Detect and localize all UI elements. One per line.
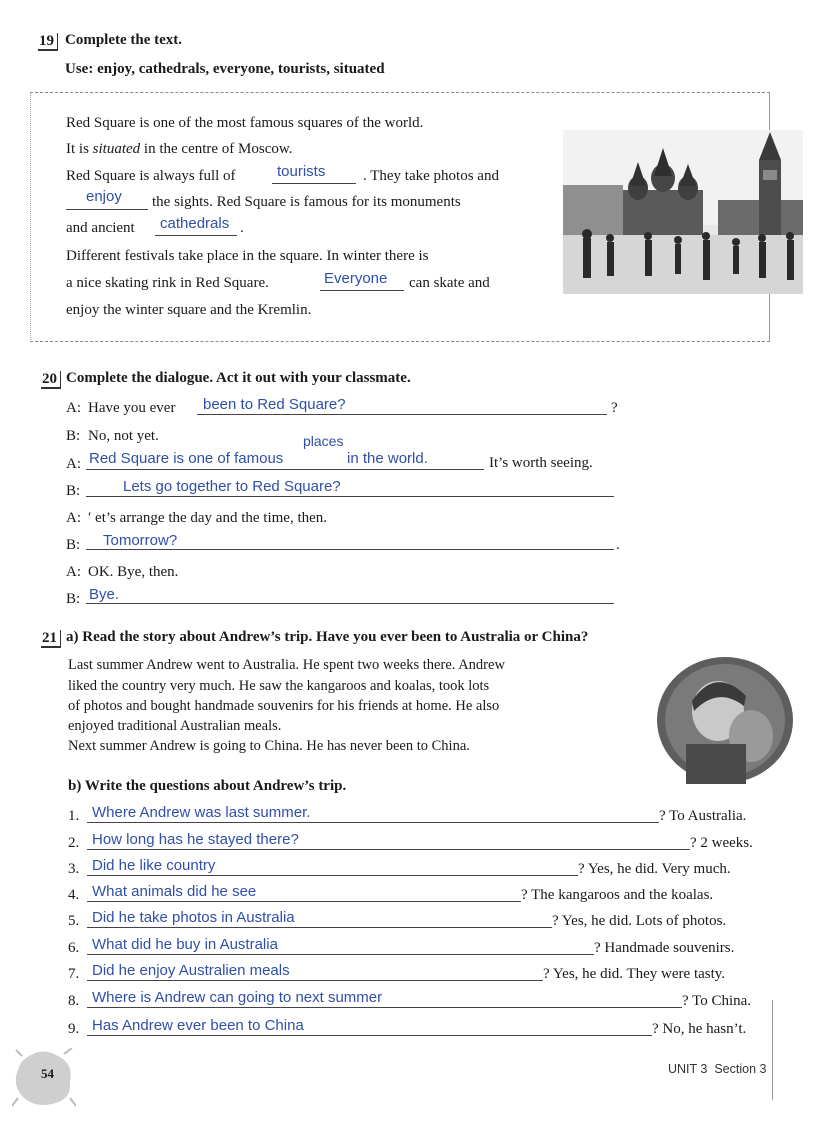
question-response: ? Yes, he did. Very much. bbox=[578, 861, 731, 877]
question-response: ? No, he hasn’t. bbox=[652, 1021, 747, 1037]
footer-unit: UNIT 3 Section 3 bbox=[668, 1062, 767, 1076]
exercise-21-number: 21 bbox=[41, 630, 61, 648]
answer-cathedrals[interactable]: cathedrals bbox=[160, 215, 230, 232]
blank-line bbox=[87, 849, 690, 850]
page-edge-line bbox=[772, 1000, 773, 1100]
question-number: 3. bbox=[68, 861, 80, 877]
dialogue-text: No, not yet. bbox=[88, 428, 159, 444]
page-number: 54 bbox=[41, 1066, 54, 1081]
question-response: ? Yes, he did. They were tasty. bbox=[543, 966, 726, 982]
question-answer[interactable]: Where Andrew was last summer. bbox=[92, 804, 311, 821]
dialogue-end: ? bbox=[611, 400, 618, 416]
blank-line bbox=[197, 414, 607, 415]
speaker-label: A: bbox=[66, 456, 81, 472]
blank-line bbox=[86, 496, 614, 497]
speaker-label: A: bbox=[66, 510, 81, 526]
text-line: the sights. Red Square is famous for its monuments bbox=[152, 194, 461, 210]
question-number: 2. bbox=[68, 835, 80, 851]
story-line: Next summer Andrew is going to China. He has never been to China. bbox=[68, 738, 470, 754]
blank-line bbox=[87, 901, 521, 902]
speaker-label: B: bbox=[66, 428, 81, 444]
question-answer[interactable]: How long has he stayed there? bbox=[92, 831, 299, 848]
speaker-label: B: bbox=[66, 591, 81, 607]
blank-line bbox=[87, 822, 659, 823]
blank-line bbox=[86, 469, 484, 470]
question-number: 1. bbox=[68, 808, 80, 824]
dialogue-end: . bbox=[616, 537, 620, 553]
question-number: 5. bbox=[68, 913, 80, 929]
exercise-21-title-a: a) Read the story about Andrew’s trip. Have you ever been to Australia or China? bbox=[66, 629, 589, 645]
text-line: enjoy the winter square and the Kremlin. bbox=[66, 302, 312, 318]
speaker-label: B: bbox=[66, 483, 81, 499]
text-line: Different festivals take place in the square. In winter there is bbox=[66, 248, 429, 264]
exercise-20-title: Complete the dialogue. Act it out with your classmate. bbox=[66, 370, 411, 386]
question-number: 6. bbox=[68, 940, 80, 956]
text-line: . bbox=[240, 220, 244, 236]
speaker-label: B: bbox=[66, 537, 81, 553]
exercise-19-number: 19 bbox=[38, 33, 58, 51]
question-answer[interactable]: Did he enjoy Australien meals bbox=[92, 962, 290, 979]
dialogue-answer[interactable]: Lets go together to Red Square? bbox=[123, 478, 341, 495]
question-answer[interactable]: Did he like country bbox=[92, 857, 216, 874]
question-answer[interactable]: Where is Andrew can going to next summer bbox=[92, 989, 383, 1006]
question-response: ? The kangaroos and the koalas. bbox=[521, 887, 714, 903]
question-response: ? 2 weeks. bbox=[690, 835, 753, 851]
blank-line bbox=[87, 1007, 682, 1008]
question-number: 9. bbox=[68, 1021, 80, 1037]
blank-line bbox=[87, 980, 543, 981]
question-number: 7. bbox=[68, 966, 80, 982]
blank-line bbox=[87, 927, 552, 928]
blank-line bbox=[87, 1035, 652, 1036]
speaker-label: A: bbox=[66, 400, 81, 416]
red-square-photo bbox=[563, 130, 803, 294]
dialogue-text: Have you ever bbox=[88, 400, 176, 416]
question-number: 4. bbox=[68, 887, 80, 903]
story-line: liked the country very much. He saw the kangaroos and koalas, took lots bbox=[68, 678, 490, 694]
dialogue-answer[interactable]: Tomorrow? bbox=[103, 532, 178, 549]
dialogue-answer[interactable]: Red Square is one of famous bbox=[89, 450, 284, 467]
speaker-label: A: bbox=[66, 564, 81, 580]
text-line: . They take photos and bbox=[363, 168, 499, 184]
blank-line bbox=[87, 954, 594, 955]
story-line: of photos and bought handmade souvenirs for his friends at home. He also bbox=[68, 698, 500, 714]
question-answer[interactable]: What did he buy in Australia bbox=[92, 936, 278, 953]
blank-line bbox=[86, 549, 614, 550]
question-response: ? Handmade souvenirs. bbox=[594, 940, 735, 956]
question-response: ? Yes, he did. Lots of photos. bbox=[552, 913, 727, 929]
dialogue-end: It’s worth seeing. bbox=[489, 455, 593, 471]
use-label: Use: bbox=[65, 61, 94, 77]
question-response: ? To Australia. bbox=[659, 808, 747, 824]
andrew-photo bbox=[656, 656, 794, 784]
question-answer[interactable]: What animals did he see bbox=[92, 883, 257, 900]
question-answer[interactable]: Has Andrew ever been to China bbox=[92, 1017, 304, 1034]
dialogue-text: OK. Bye, then. bbox=[88, 564, 179, 580]
dialogue-answer-above[interactable]: places bbox=[303, 433, 344, 449]
question-answer[interactable]: Did he take photos in Australia bbox=[92, 909, 295, 926]
blank-line bbox=[66, 209, 148, 210]
exercise-21-title-b: b) Write the questions about Andrew’s trip. bbox=[68, 778, 347, 794]
text-line: Red Square is one of the most famous squares of the world. bbox=[66, 115, 424, 131]
text-line: can skate and bbox=[409, 275, 490, 291]
text-line: Red Square is always full of bbox=[66, 168, 236, 184]
exercise-19-word-box bbox=[65, 61, 385, 78]
dialogue-answer[interactable]: in the world. bbox=[347, 450, 428, 467]
exercise-20-number: 20 bbox=[41, 371, 61, 389]
story-line: Last summer Andrew went to Australia. He spent two weeks there. Andrew bbox=[68, 657, 505, 673]
blank-line bbox=[272, 183, 356, 184]
use-words: enjoy, cathedrals, everyone, tourists, situated bbox=[97, 61, 385, 77]
blank-line bbox=[320, 290, 404, 291]
text-line: a nice skating rink in Red Square. bbox=[66, 275, 269, 291]
question-response: ? To China. bbox=[682, 993, 752, 1009]
text-line: It is situated in the centre of Moscow. bbox=[66, 141, 293, 157]
dialogue-answer[interactable]: been to Red Square? bbox=[203, 396, 346, 413]
blank-line bbox=[86, 603, 614, 604]
blank-line bbox=[87, 875, 578, 876]
question-number: 8. bbox=[68, 993, 80, 1009]
answer-enjoy[interactable]: enjoy bbox=[86, 188, 122, 205]
blank-line bbox=[155, 235, 237, 236]
exercise-19-title: Complete the text. bbox=[65, 32, 183, 48]
text-line: and ancient bbox=[66, 220, 135, 236]
story-line: enjoyed traditional Australian meals. bbox=[68, 718, 282, 734]
dialogue-answer[interactable]: Bye. bbox=[89, 586, 120, 603]
dialogue-text: ʹ et’s arrange the day and the time, then. bbox=[88, 510, 328, 526]
answer-tourists[interactable]: tourists bbox=[277, 163, 326, 180]
answer-everyone[interactable]: Everyone bbox=[324, 270, 388, 287]
